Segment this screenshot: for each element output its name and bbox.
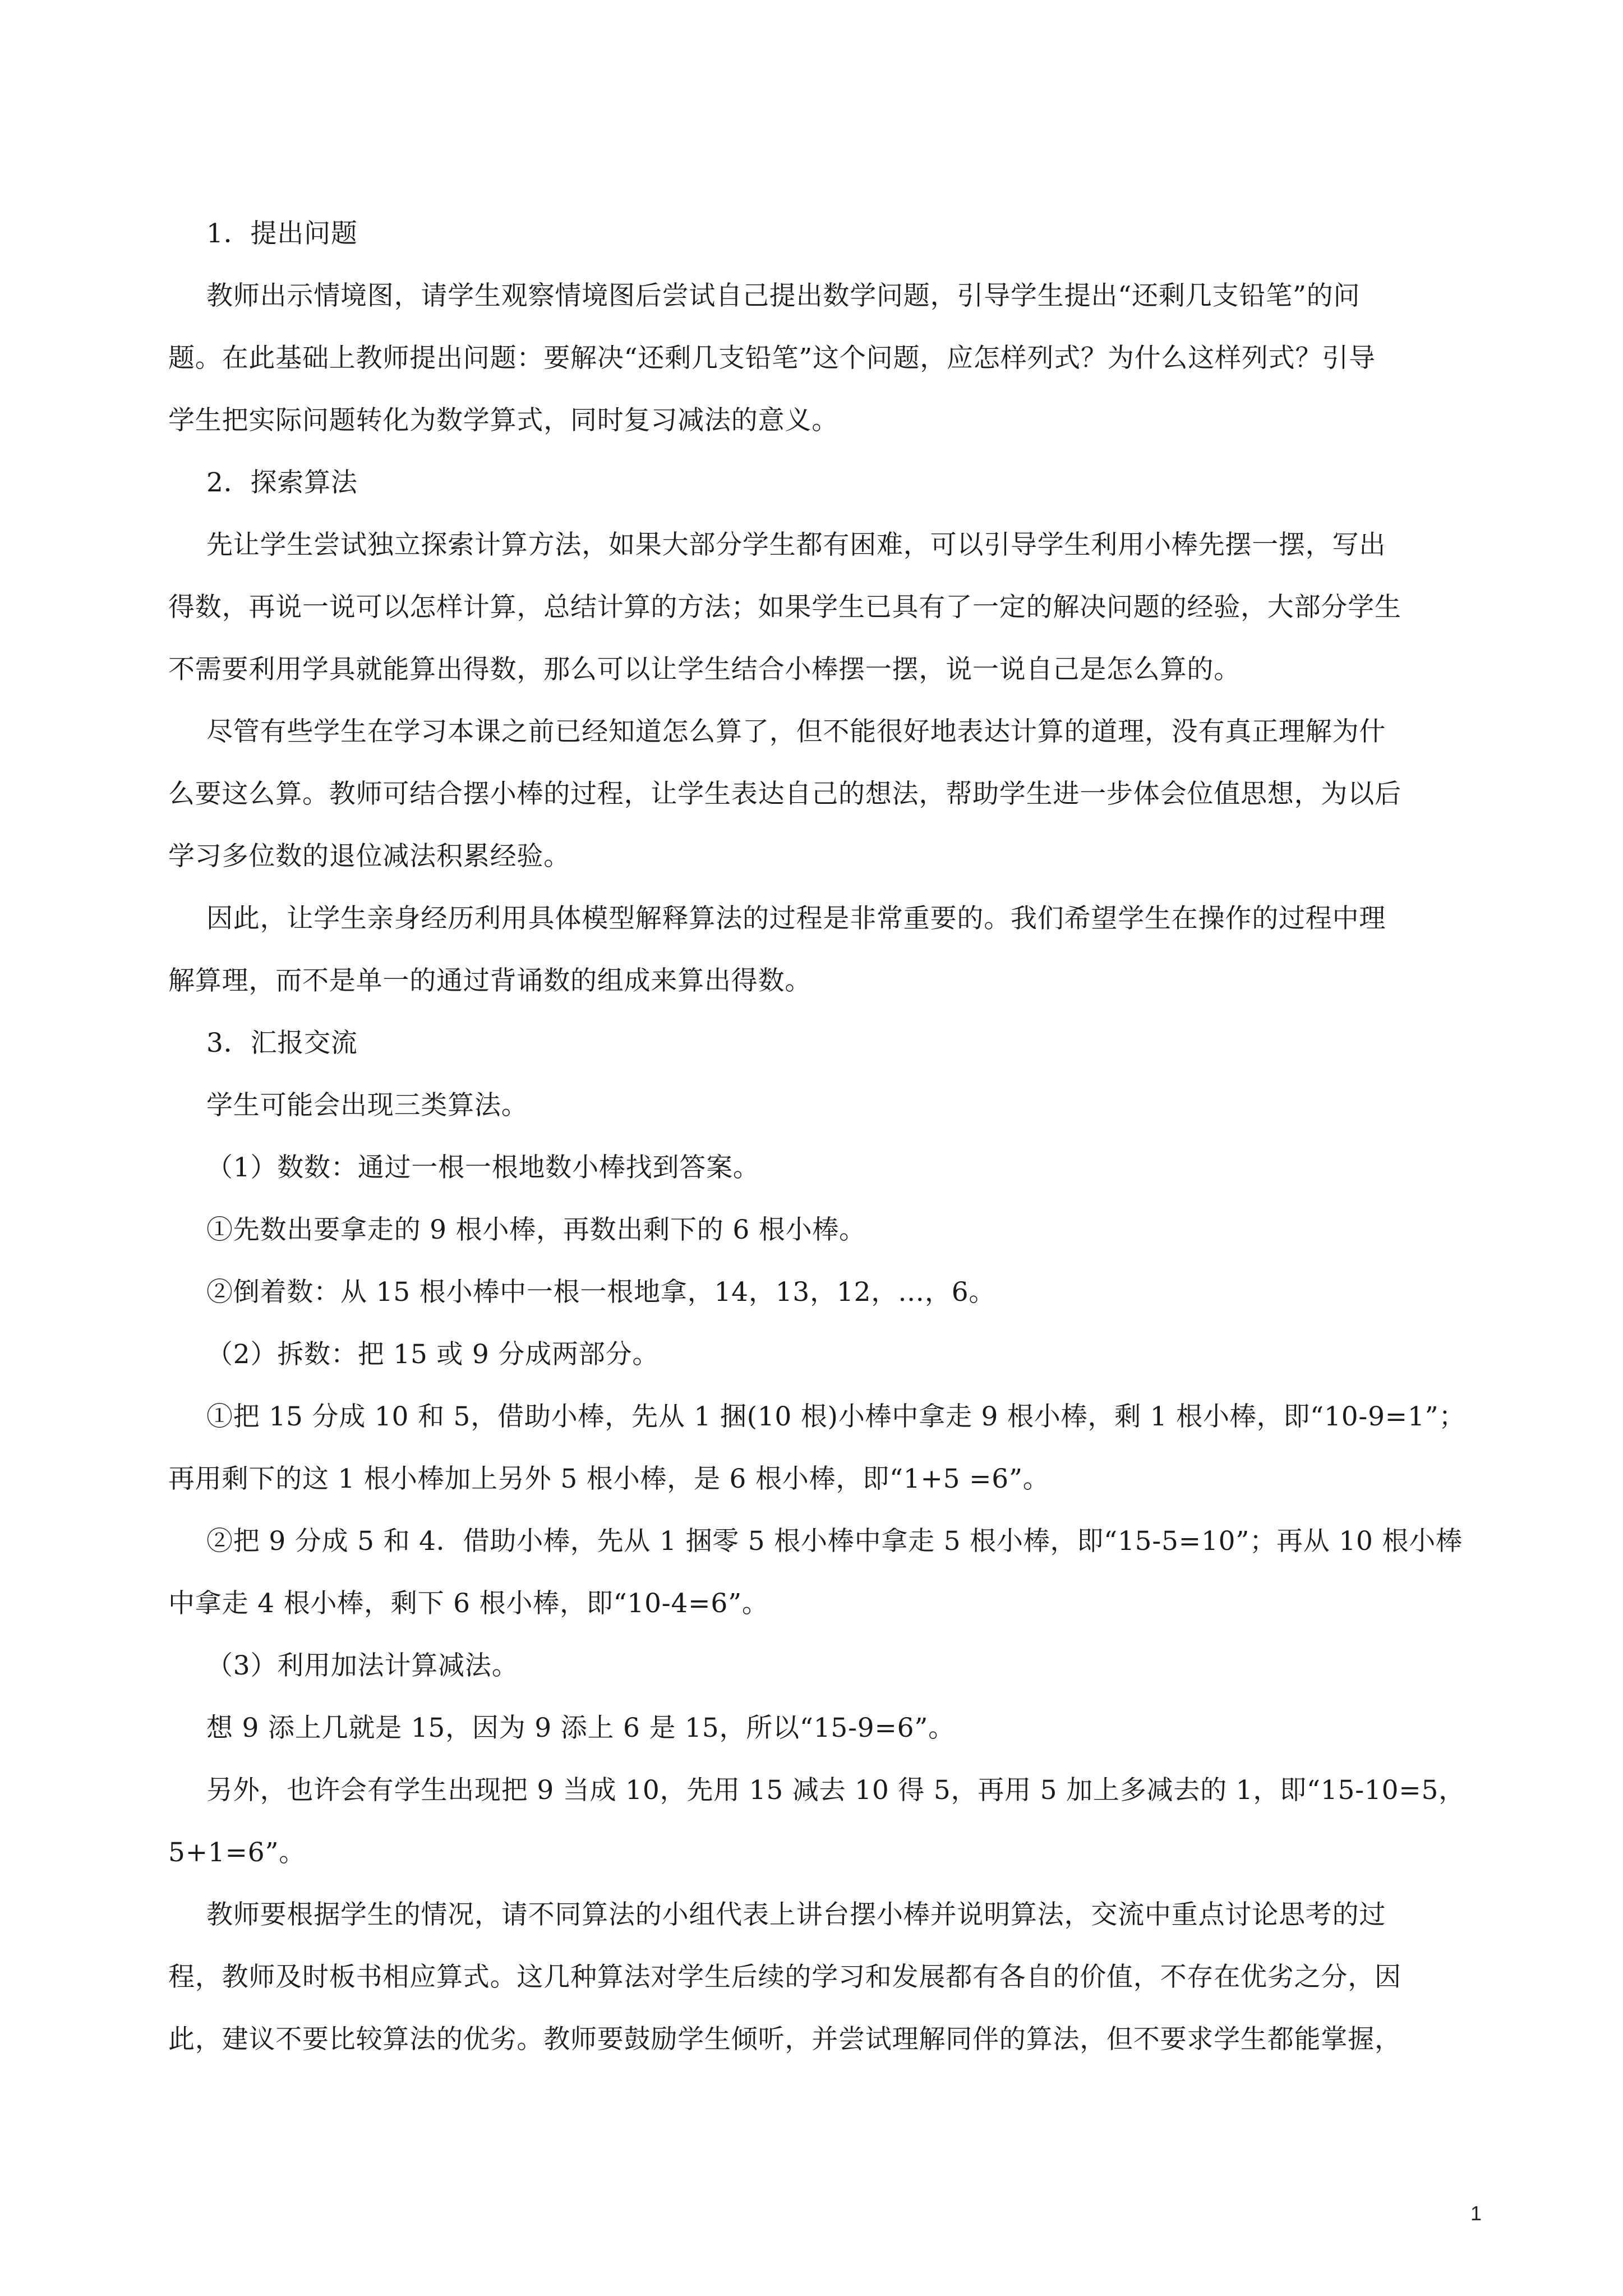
paragraph-line: 另外，也许会有学生出现把 9 当成 10，先用 15 减去 10 得 5，再用 5 加上多减去的 1，即“15-10=5，: [206, 1775, 1465, 1806]
paragraph: [168, 1395, 1481, 1501]
paragraph-line: 先让学生尝试独立探索计算方法，如果大部分学生都有困难，可以引导学生利用小棒先摆一摆，写出: [206, 530, 1386, 560]
paragraph-line: 不需要利用学具就能算出得数，那么可以让学生结合小棒摆一摆，说一说自己是怎么算的。: [168, 654, 1241, 685]
paragraph-line: ②把 9 分成 5 和 4．借助小棒，先从 1 捆零 5 根小棒中拿走 5 根小棒，即“15-5=10”；再从 10 根小棒: [206, 1526, 1463, 1557]
paragraph-line: 中拿走 4 根小棒，剩下 6 根小棒，即“10-4=6”。: [168, 1588, 769, 1619]
paragraph-line: ②倒着数：从 15 根小棒中一根一根地拿，14，13，12，…，6。: [206, 1277, 996, 1308]
paragraph: [168, 1520, 1481, 1625]
document-body: [168, 212, 1481, 2061]
paragraph: [168, 274, 1481, 442]
paragraph-line: ①把 15 分成 10 和 5，借助小棒，先从 1 捆(10 根)小棒中拿走 9 根小棒，剩 1 根小棒，即“10-9=1”；: [206, 1401, 1466, 1432]
paragraph: [168, 897, 1481, 1002]
paragraph-line: 教师出示情境图，请学生观察情境图后尝试自己提出数学问题，引导学生提出“还剩几支铅笔”的问: [206, 280, 1361, 311]
section-heading-2: 2．探索算法: [206, 467, 358, 498]
paragraph-line: 得数，再说一说可以怎样计算，总结计算的方法；如果学生已具有了一定的解决问题的经验，大部分学生: [168, 592, 1401, 623]
paragraph-line: 因此，让学生亲身经历利用具体模型解释算法的过程是非常重要的。我们希望学生在操作的过程中理: [206, 903, 1386, 934]
paragraph-line: 程，教师及时板书相应算式。这几种算法对学生后续的学习和发展都有各自的价值，不存在优劣之分，因: [168, 1962, 1401, 1993]
paragraph-line: ①先数出要拿走的 9 根小棒，再数出剩下的 6 根小棒。: [206, 1214, 866, 1245]
paragraph-line: 教师要根据学生的情况，请不同算法的小组代表上讲台摆小棒并说明算法，交流中重点讨论思考的过: [206, 1899, 1386, 1930]
paragraph-line: 5+1=6”。: [168, 1837, 306, 1868]
paragraph-line: 再用剩下的这 1 根小棒加上另外 5 根小棒，是 6 根小棒，即“1+5 =6”。: [168, 1464, 1050, 1494]
paragraph-line: 解算理，而不是单一的通过背诵数的组成来算出得数。: [168, 965, 812, 996]
paragraph-line: （1）数数：通过一根一根地数小棒找到答案。: [206, 1152, 760, 1183]
paragraph-line: 此，建议不要比较算法的优劣。教师要鼓励学生倾听，并尝试理解同伴的算法，但不要求学生都能掌握，: [168, 2024, 1401, 2055]
paragraph-line: 么要这么算。教师可结合摆小棒的过程，让学生表达自己的想法，帮助学生进一步体会位值思想，为以后: [168, 779, 1401, 809]
paragraph-line: （2）拆数：把 15 或 9 分成两部分。: [206, 1339, 660, 1370]
page-number: 1: [1470, 2202, 1482, 2225]
paragraph-line: 学习多位数的退位减法积累经验。: [168, 841, 570, 872]
paragraph: [168, 1769, 1481, 1874]
section-heading-3: 3．汇报交流: [206, 1028, 358, 1059]
section-heading-1: 1．提出问题: [206, 218, 358, 249]
paragraph-line: 尽管有些学生在学习本课之前已经知道怎么算了，但不能很好地表达计算的道理，没有真正理解为什: [206, 716, 1386, 747]
paragraph-line: 想 9 添上几就是 15，因为 9 添上 6 是 15，所以“15-9=6”。: [206, 1713, 955, 1743]
paragraph-line: 题。在此基础上教师提出问题：要解决“还剩几支铅笔”这个问题，应怎样列式？为什么这样列式？引导: [168, 343, 1376, 374]
paragraph: [168, 523, 1481, 691]
paragraph-line: （3）利用加法计算减法。: [206, 1650, 519, 1681]
paragraph-line: 学生可能会出现三类算法。: [206, 1090, 528, 1121]
paragraph: [168, 1893, 1481, 2061]
paragraph-line: 学生把实际问题转化为数学算式，同时复习减法的意义。: [168, 405, 838, 436]
paragraph: [168, 710, 1481, 878]
